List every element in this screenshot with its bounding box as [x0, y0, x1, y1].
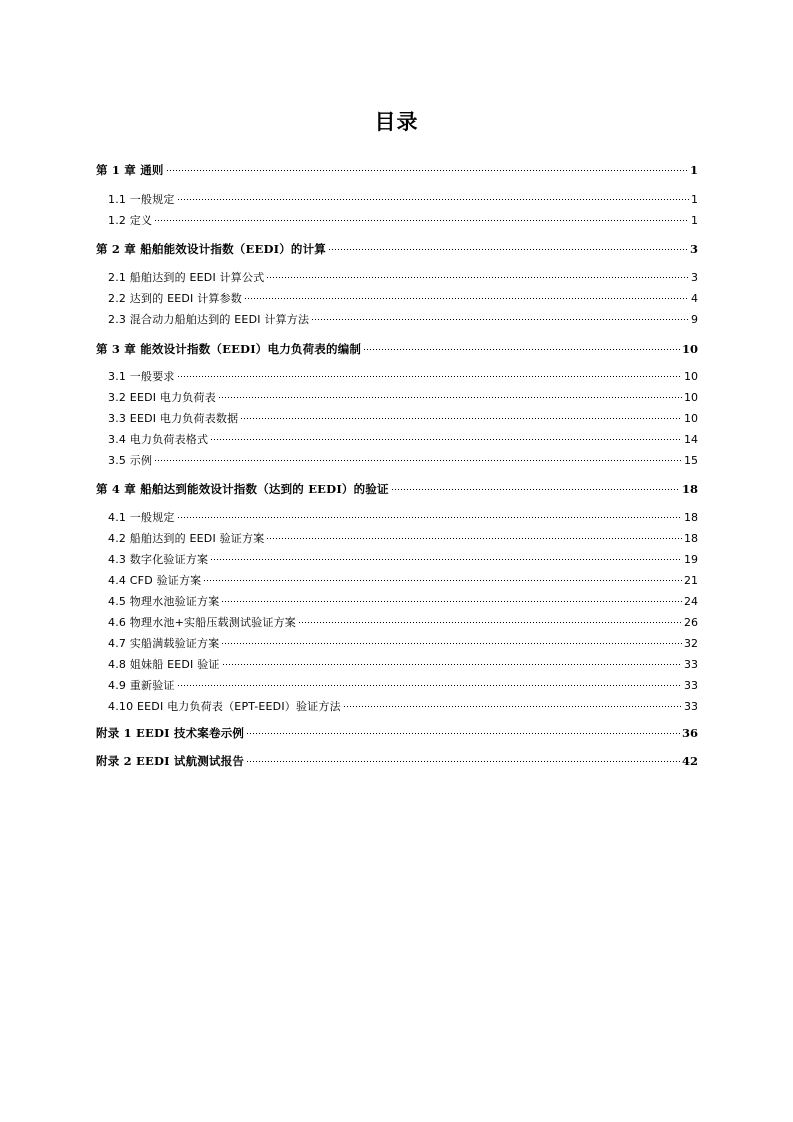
- toc-section-entry[interactable]: [108, 547, 698, 566]
- toc-dot-leader: [203, 568, 682, 584]
- toc-page-number: 3: [689, 242, 698, 256]
- toc-entry-label: 第 1 章 通则: [96, 163, 164, 177]
- toc-page-number: 1: [689, 163, 698, 177]
- toc-section-entry[interactable]: [108, 526, 698, 545]
- toc-section-entry[interactable]: [108, 208, 698, 227]
- toc-page-number: 15: [684, 454, 698, 467]
- toc-section-entry[interactable]: [108, 307, 698, 326]
- toc-dot-leader: [221, 589, 682, 605]
- toc-entry-label: 4.2 船舶达到的 EEDI 验证方案: [108, 532, 265, 545]
- toc-dot-leader: [246, 749, 680, 765]
- toc-page-number: 10: [684, 370, 698, 383]
- toc-dot-leader: [166, 158, 688, 174]
- toc-page-number: 33: [684, 700, 698, 713]
- toc-entry-label: 4.5 物理水池验证方案: [108, 595, 220, 608]
- toc-page-number: 33: [684, 658, 698, 671]
- toc-dot-leader: [343, 694, 682, 710]
- toc-section-entry[interactable]: [108, 187, 698, 206]
- toc-entry-label: 第 3 章 能效设计指数（EEDI）电力负荷表的编制: [96, 342, 362, 356]
- toc-page-number: 1: [691, 193, 698, 206]
- toc-section-entry[interactable]: [108, 568, 698, 587]
- toc-entry-label: 附录 2 EEDI 试航测试报告: [96, 754, 245, 768]
- toc-section-entry[interactable]: [108, 364, 698, 383]
- toc-entry-label: 4.1 一般规定: [108, 511, 175, 524]
- toc-dot-leader: [221, 631, 682, 647]
- toc-entry-label: 第 2 章 船舶能效设计指数（EEDI）的计算: [96, 242, 326, 256]
- toc-page-number: 4: [691, 292, 698, 305]
- toc-page-number: 9: [691, 313, 698, 326]
- toc-page-number: 32: [684, 637, 698, 650]
- toc-section-entry[interactable]: [108, 385, 698, 404]
- toc-entry-label: 3.3 EEDI 电力负荷表数据: [108, 412, 239, 425]
- toc-page-number: 26: [684, 616, 698, 629]
- toc-section-entry[interactable]: [108, 265, 698, 284]
- toc-section-entry[interactable]: [108, 610, 698, 629]
- toc-page-number: 33: [684, 679, 698, 692]
- toc-dot-leader: [154, 448, 682, 464]
- toc-dot-leader: [363, 337, 680, 353]
- toc-entry-label: 4.8 姐妹船 EEDI 验证: [108, 658, 220, 671]
- toc-entry-label: 附录 1 EEDI 技术案卷示例: [96, 726, 245, 740]
- toc-entry-label: 4.3 数字化验证方案: [108, 553, 209, 566]
- toc-page-number: 36: [681, 726, 698, 740]
- toc-entry-label: 2.1 船舶达到的 EEDI 计算公式: [108, 271, 265, 284]
- toc-page-number: 24: [684, 595, 698, 608]
- toc-page-number: 10: [684, 412, 698, 425]
- toc-dot-leader: [210, 427, 682, 443]
- toc-page-number: 3: [691, 271, 698, 284]
- toc-section-entry[interactable]: [108, 505, 698, 524]
- toc-entry-label: 3.1 一般要求: [108, 370, 175, 383]
- toc-chapter-entry[interactable]: [96, 749, 698, 768]
- toc-dot-leader: [246, 721, 680, 737]
- toc-chapter-entry[interactable]: [96, 477, 698, 496]
- toc-page-number: 14: [684, 433, 698, 446]
- toc-dot-leader: [177, 364, 682, 380]
- toc-section-entry[interactable]: [108, 694, 698, 713]
- toc-entry-label: 1.2 定义: [108, 214, 153, 227]
- toc-section-entry[interactable]: [108, 652, 698, 671]
- toc-entry-label: 3.5 示例: [108, 454, 153, 467]
- toc-page-number: 10: [681, 342, 698, 356]
- toc-dot-leader: [240, 406, 682, 422]
- toc-dot-leader: [311, 307, 689, 323]
- toc-page-number: 10: [684, 391, 698, 404]
- toc-entry-label: 4.7 实船满载验证方案: [108, 637, 220, 650]
- toc-dot-leader: [266, 526, 682, 542]
- toc-entry-label: 4.4 CFD 验证方案: [108, 574, 202, 587]
- toc-page-number: 18: [684, 511, 698, 524]
- toc-page-number: 21: [684, 574, 698, 587]
- toc-section-entry[interactable]: [108, 448, 698, 467]
- toc-page-number: 1: [691, 214, 698, 227]
- toc-entry-label: 3.2 EEDI 电力负荷表: [108, 391, 216, 404]
- toc-section-entry[interactable]: [108, 589, 698, 608]
- toc-section-entry[interactable]: [108, 427, 698, 446]
- toc-entry-label: 2.2 达到的 EEDI 计算参数: [108, 292, 242, 305]
- toc-entry-label: 4.9 重新验证: [108, 679, 175, 692]
- toc-section-entry[interactable]: [108, 673, 698, 692]
- toc-section-entry[interactable]: [108, 631, 698, 650]
- toc-entry-label: 4.10 EEDI 电力负荷表（EPT-EEDI）验证方法: [108, 700, 341, 713]
- toc-dot-leader: [177, 505, 682, 521]
- toc-dot-leader: [177, 673, 682, 689]
- toc-dot-leader: [222, 652, 682, 668]
- toc-page-number: 19: [684, 553, 698, 566]
- toc-section-entry[interactable]: [108, 406, 698, 425]
- toc-chapter-entry[interactable]: [96, 237, 698, 256]
- toc-dot-leader: [298, 610, 682, 626]
- toc-dot-leader: [177, 187, 689, 203]
- toc-page-number: 18: [681, 482, 698, 496]
- toc-dot-leader: [328, 237, 688, 253]
- toc-dot-leader: [154, 208, 689, 224]
- toc-section-entry[interactable]: [108, 286, 698, 305]
- toc-entry-label: 2.3 混合动力船舶达到的 EEDI 计算方法: [108, 313, 310, 326]
- toc-page-number: 42: [681, 754, 698, 768]
- toc-dot-leader: [210, 547, 682, 563]
- toc-page-number: 18: [684, 532, 698, 545]
- toc-chapter-entry[interactable]: [96, 721, 698, 740]
- toc-entry-label: 1.1 一般规定: [108, 193, 175, 206]
- toc-entry-label: 3.4 电力负荷表格式: [108, 433, 209, 446]
- toc-dot-leader: [244, 286, 689, 302]
- toc-dot-leader: [391, 477, 680, 493]
- toc-entry-label: 4.6 物理水池+实船压载测试验证方案: [108, 616, 297, 629]
- toc-chapter-entry[interactable]: [96, 337, 698, 356]
- toc-entry-label: 第 4 章 船舶达到能效设计指数（达到的 EEDI）的验证: [96, 482, 389, 496]
- page-title: 目录: [374, 110, 419, 134]
- toc-dot-leader: [218, 385, 682, 401]
- toc-chapter-entry[interactable]: [96, 158, 698, 177]
- toc-dot-leader: [266, 265, 689, 281]
